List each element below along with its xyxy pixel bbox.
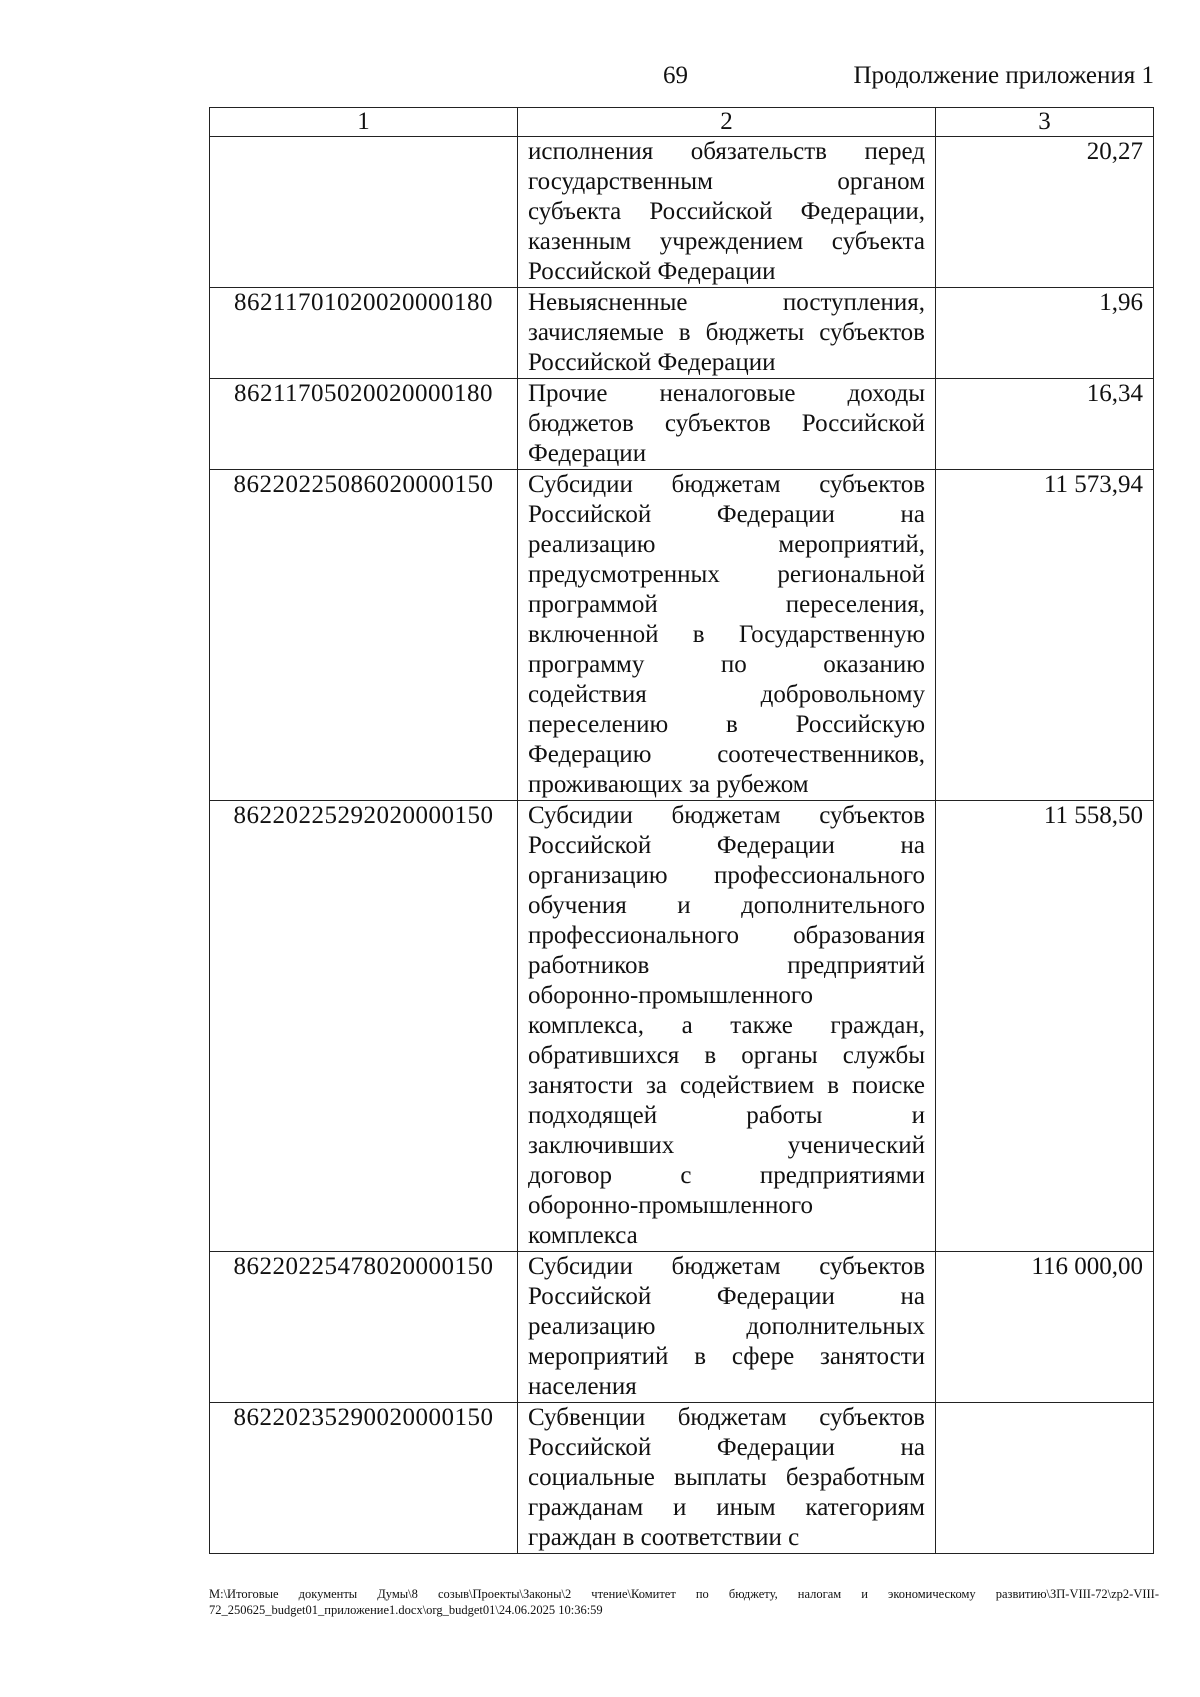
- description-line: занятости за содействием в поиске: [528, 1072, 925, 1099]
- description-line: Российской Федерации на: [528, 1283, 925, 1310]
- description-line: Российской Федерации: [528, 349, 776, 376]
- table-header: [210, 108, 1154, 137]
- description-line: субъекта Российской Федерации,: [528, 198, 925, 225]
- description-line: обратившихся в органы службы: [528, 1042, 925, 1069]
- description-line: содействия добровольному: [528, 681, 925, 708]
- budget-code-cell: [210, 137, 518, 288]
- description-line: подходящей работы и: [528, 1102, 925, 1129]
- column-header-2: 2: [518, 108, 936, 137]
- budget-code-cell: 86220225478020000150: [210, 1252, 518, 1403]
- description-line: профессионального образования: [528, 922, 925, 949]
- column-header-3: 3: [936, 108, 1154, 137]
- table-body: [210, 137, 1154, 1554]
- description-line: включенной в Государственную: [528, 621, 925, 648]
- description-line: оборонно-промышленного: [528, 982, 814, 1009]
- description-line: населения: [528, 1373, 637, 1400]
- table-row: [210, 1403, 1154, 1554]
- table-row: [210, 379, 1154, 470]
- budget-code-cell: 86211705020020000180: [210, 379, 518, 470]
- description-cell: [518, 288, 936, 379]
- description-line: Федерацию соотечественников,: [528, 741, 925, 768]
- description-cell: [518, 1252, 936, 1403]
- description-line: Невыясненные поступления,: [528, 289, 925, 316]
- description-cell: [518, 137, 936, 288]
- footer-file-path: М:\Итоговые документы Думы\8 созыв\Проекты\Законы\2 чтение\Комитет по бюджету, налогам и экономическому развитию\ЗП-VIII-72\zp2-VIII-72_250625_budget01_приложение1.docx\org_budget01\24.06.2025 10:36:59: [209, 1587, 1159, 1617]
- description-line: комплекса: [528, 1222, 638, 1249]
- description-line: социальные выплаты безработным: [528, 1464, 925, 1491]
- table-header-row: [210, 108, 1154, 137]
- description-line: бюджетов субъектов Российской: [528, 410, 925, 437]
- description-line: договор с предприятиями: [528, 1162, 925, 1189]
- budget-code-cell: 86211701020020000180: [210, 288, 518, 379]
- description-cell: [518, 801, 936, 1252]
- amount-cell: 11 558,50: [936, 801, 1154, 1252]
- description-line: Прочие неналоговые доходы: [528, 380, 925, 407]
- description-line: предусмотренных региональной: [528, 561, 925, 588]
- description-line: Субсидии бюджетам субъектов: [528, 1253, 925, 1280]
- description-cell: [518, 470, 936, 801]
- table-row: [210, 470, 1154, 801]
- description-line: обучения и дополнительного: [528, 892, 925, 919]
- column-header-1: 1: [210, 108, 518, 137]
- description-line: организацию профессионального: [528, 862, 925, 889]
- description-line: Российской Федерации: [528, 258, 776, 285]
- description-line: реализацию дополнительных: [528, 1313, 925, 1340]
- description-cell: [518, 379, 936, 470]
- budget-code-cell: 86220235290020000150: [210, 1403, 518, 1554]
- amount-cell: 16,34: [936, 379, 1154, 470]
- description-line: программу по оказанию: [528, 651, 925, 678]
- amount-cell: 11 573,94: [936, 470, 1154, 801]
- description-line: Российской Федерации на: [528, 1434, 925, 1461]
- table-row: [210, 1252, 1154, 1403]
- amount-cell: 116 000,00: [936, 1252, 1154, 1403]
- description-line: Российской Федерации на: [528, 501, 925, 528]
- continuation-label: Продолжение приложения 1: [853, 62, 1154, 89]
- description-line: мероприятий в сфере занятости: [528, 1343, 925, 1370]
- description-line: реализацию мероприятий,: [528, 531, 925, 558]
- description-line: Субсидии бюджетам субъектов: [528, 471, 925, 498]
- description-line: государственным органом: [528, 168, 925, 195]
- page-number: 69: [663, 62, 688, 89]
- budget-table: [209, 107, 1154, 1554]
- amount-cell: 20,27: [936, 137, 1154, 288]
- description-line: гражданам и иным категориям: [528, 1494, 925, 1521]
- description-line: зачисляемые в бюджеты субъектов: [528, 319, 925, 346]
- description-line: Федерации: [528, 440, 647, 467]
- description-line: программой переселения,: [528, 591, 925, 618]
- table-row: [210, 137, 1154, 288]
- table-row: [210, 288, 1154, 379]
- description-line: работников предприятий: [528, 952, 925, 979]
- description-cell: [518, 1403, 936, 1554]
- description-line: заключивших ученический: [528, 1132, 925, 1159]
- description-line: казенным учреждением субъекта: [528, 228, 925, 255]
- description-line: граждан в соответствии с: [528, 1524, 800, 1551]
- amount-cell: [936, 1403, 1154, 1554]
- description-line: переселению в Российскую: [528, 711, 925, 738]
- description-line: оборонно-промышленного: [528, 1192, 814, 1219]
- budget-code-cell: 86220225086020000150: [210, 470, 518, 801]
- description-line: проживающих за рубежом: [528, 771, 809, 798]
- table-row: [210, 801, 1154, 1252]
- description-line: Российской Федерации на: [528, 832, 925, 859]
- description-line: Субвенции бюджетам субъектов: [528, 1404, 925, 1431]
- description-line: комплекса, а также граждан,: [528, 1012, 925, 1039]
- amount-cell: 1,96: [936, 288, 1154, 379]
- description-line: исполнения обязательств перед: [528, 138, 925, 165]
- budget-code-cell: 86220225292020000150: [210, 801, 518, 1252]
- description-line: Субсидии бюджетам субъектов: [528, 802, 925, 829]
